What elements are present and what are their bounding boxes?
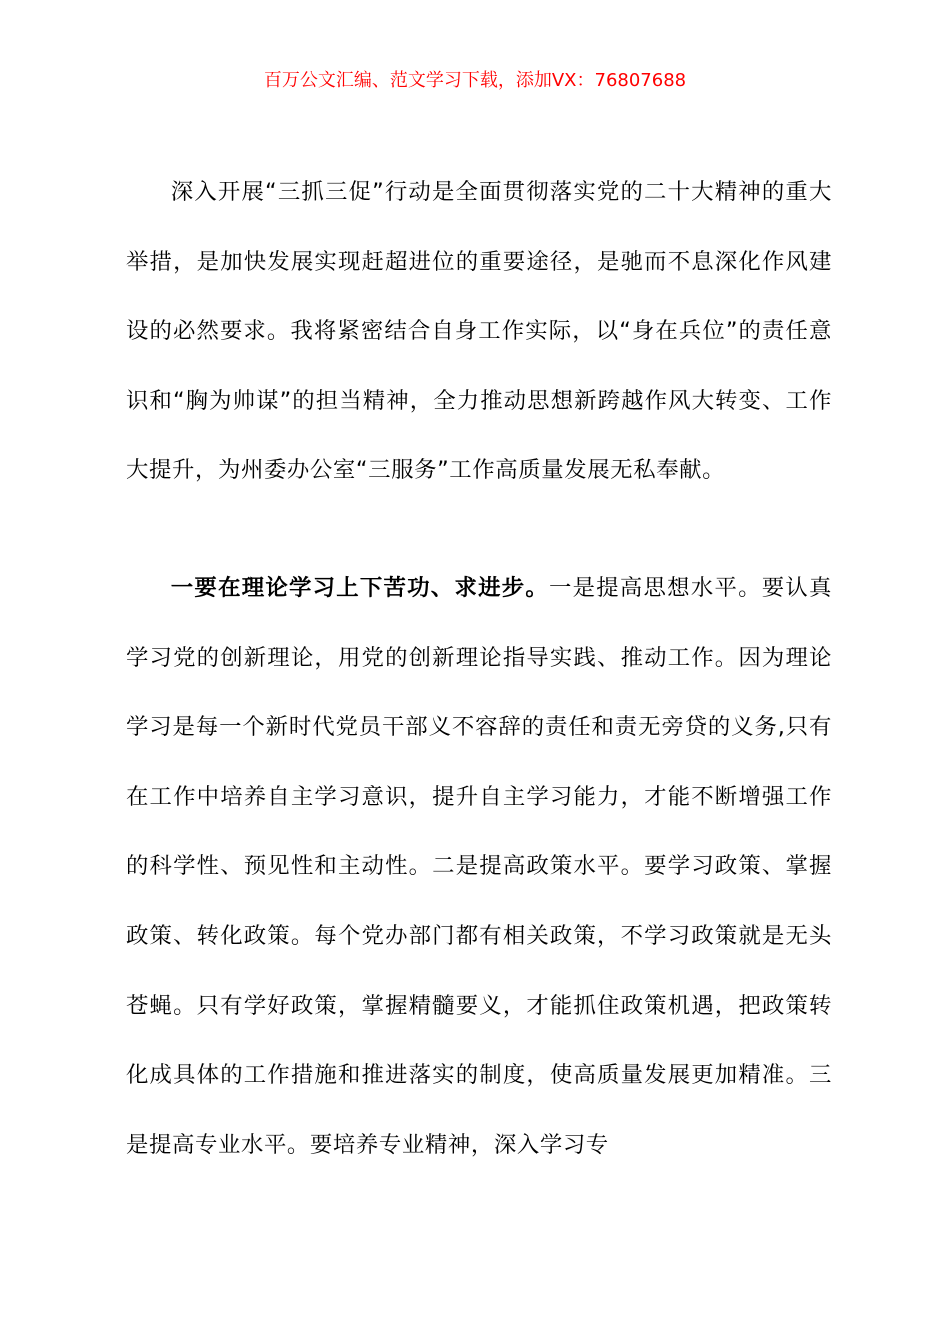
paragraph-intro: 深入开展“三抓三促”行动是全面贯彻落实党的二十大精神的重大举措，是加快发展实现赶超进位的重要途径，是驰而不息深化作风建设的必然要求。我将紧密结合自身工作实际，以“身在兵位”的责任意识和“胸为帅谋”的担当精神，全力推动思想新跨越作风大转变、工作大提升，为州委办公室“三服务”工作高质量发展无私奉献。 xyxy=(126,179,832,484)
paragraph-heading: 一要在理论学习上下苦功、求进步。 xyxy=(170,575,549,601)
paragraph-body-text: 一是提高思想水平。要认真学习党的创新理论，用党的创新理论指导实践、推动工作。因为理论学习是每一个新时代党员干部义不容辞的责任和责无旁贷的义务,只有在工作中培养自主学习意识，提升自主学习能力，才能不断增强工作的科学性、预见性和主动性。二是提高政策水平。要学习政策、掌握政策、转化政策。每个党办部门都有相关政策，不学习政策就是无头苍蝇。只有学好政策，掌握精髓要义，才能抓住政策机遇，把政策转化成具体的工作措施和推进落实的制度，使高质量发展更加精准。三是提高专业水平。要培养专业精神，深入学习专 xyxy=(126,575,832,1158)
header-watermark: 百万公文汇编、范文学习下载，添加VX：76807688 xyxy=(263,70,687,91)
paragraph-theory-study xyxy=(126,554,832,1180)
